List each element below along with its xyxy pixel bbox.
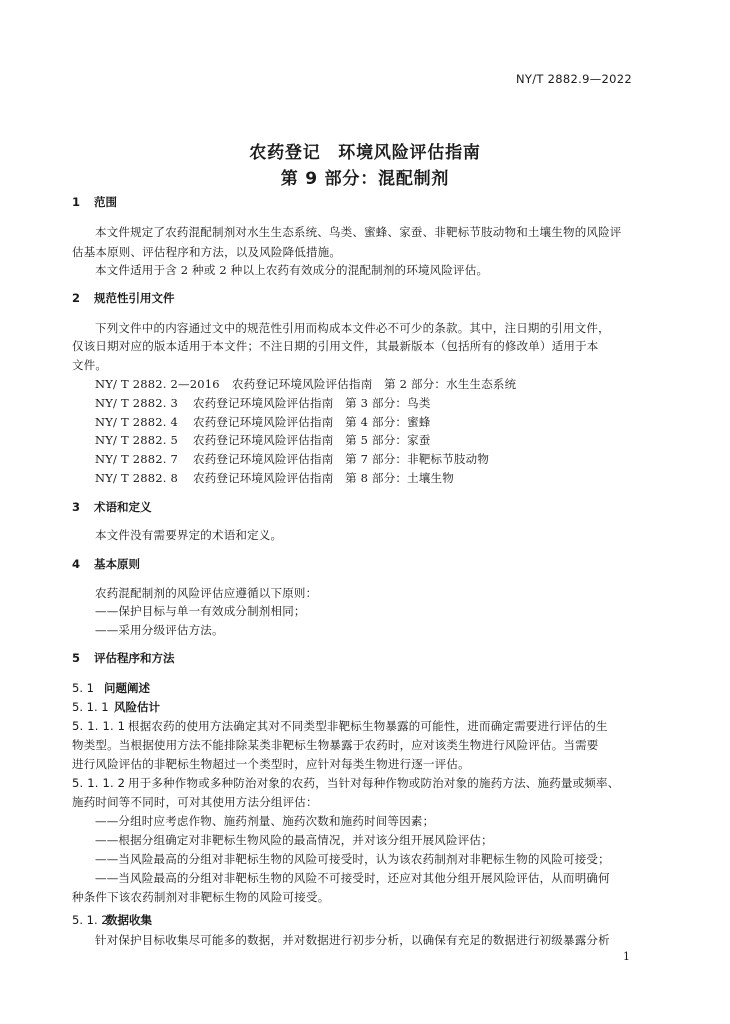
section-number: 5. 1. 1 [72,700,109,714]
standard-code: NY/T 2882.9—2022 [516,72,632,86]
paragraph: 进行风险评估的非靶标生物超过一个类型时，应针对每类生物进行逐一评估。 [72,757,470,771]
reference-title: 农药登记环境风险评估指南 第 3 部分：鸟类 [193,396,431,410]
section-4-heading [72,556,140,572]
list-item: ——采用分级评估方法。 [95,623,224,637]
clause-text: 根据农药的使用方法确定其对不同类型非靶标生物暴露的可能性，进而确定需要进行评估的生 [128,719,608,733]
section-number: 5. 1. 2 [72,913,109,927]
paragraph: 施药时间等不同时，可对其使用方法分组评估： [72,795,318,809]
subsection-5-1-1-heading [72,699,160,715]
section-number: 4 [72,557,81,571]
document-title-line2: 第 9 部分：混配制剂 [280,169,450,189]
reference-code: NY/ T 2882. 8 [95,471,179,485]
paragraph: 下列文件中的内容通过文中的规范性引用而构成本文件必不可少的条款。其中，注日期的引用文件， [95,321,610,335]
paragraph: 物类型。当根据使用方法不能排除某类非靶标生物暴露于农药时，应对该类生物进行风险评估。当需要 [72,738,599,752]
clause-5-1-1-1 [72,718,662,734]
list-item: ——根据分组确定对非靶标生物风险的最高情况，并对该分组开展风险评估； [95,833,493,847]
subsection-5-1-2-heading [72,912,152,928]
reference-code: NY/ T 2882. 2—2016 [95,377,220,391]
reference-code: NY/ T 2882. 7 [95,452,179,466]
reference-code: NY/ T 2882. 5 [95,433,179,447]
document-title-line1: 农药登记 环境风险评估指南 [249,143,481,163]
reference-item [95,470,685,486]
paragraph: 针对保护目标收集尽可能多的数据，并对数据进行初步分析，以确保有充足的数据进行初级暴露分析 [95,933,610,947]
section-title: 评估程序和方法 [94,651,175,665]
section-title: 规范性引用文件 [94,291,175,305]
section-2-heading [72,290,175,306]
reference-title: 农药登记环境风险评估指南 第 5 部分：家蚕 [193,433,431,447]
section-title: 术语和定义 [94,500,152,514]
clause-number: 5. 1. 1. 1 [72,719,126,733]
section-number: 5. 1 [72,681,94,695]
section-number: 3 [72,500,81,514]
reference-item [95,395,685,411]
paragraph: 本文件适用于含 2 种或 2 种以上农药有效成分的混配制剂的环境风险评估。 [95,263,489,277]
section-5-heading [72,650,175,666]
section-title: 数据收集 [106,913,152,927]
section-3-heading [72,499,152,515]
section-number: 5 [72,651,81,665]
list-item: ——当风险最高的分组对非靶标生物的风险不可接受时，还应对其他分组开展风险评估，从而明确何 [95,871,610,885]
reference-code: NY/ T 2882. 3 [95,396,179,410]
reference-code: NY/ T 2882. 4 [95,415,179,429]
section-title: 风险估计 [114,700,160,714]
paragraph: 本文件没有需要界定的术语和定义。 [95,528,283,542]
paragraph: 估基本原则、评估程序和方法，以及风险降低措施。 [72,245,342,259]
section-1-heading [72,194,117,210]
paragraph: 仅该日期对应的版本适用于本文件；不注日期的引用文件，其最新版本（包括所有的修改单）适用于本 [72,339,599,353]
reference-item [95,451,685,467]
subsection-5-1-heading [72,680,150,696]
list-item: ——当风险最高的分组对非靶标生物的风险可接受时，认为该农药制剂对非靶标生物的风险可接受； [95,852,610,866]
page-number: 1 [623,950,630,963]
reference-item [95,414,685,430]
paragraph: 文件。 [72,358,108,372]
section-title: 基本原则 [94,557,140,571]
reference-title: 农药登记环境风险评估指南 第 8 部分：土壤生物 [193,471,454,485]
paragraph: 种条件下该农药制剂对非靶标生物的风险可接受。 [72,890,330,904]
section-title: 问题阐述 [104,681,150,695]
paragraph: 本文件规定了农药混配制剂对水生生态系统、鸟类、蜜蜂、家蚕、非靶标节肢动物和土壤生物的风险评 [95,225,622,239]
clause-text: 用于多种作物或多种防治对象的农药，当针对每种作物或防治对象的施药方法、施药量或频率、 [128,776,620,790]
section-number: 2 [72,291,81,305]
paragraph: 农药混配制剂的风险评估应遵循以下原则： [95,586,318,600]
list-item: ——保护目标与单一有效成分制剂相同； [95,604,306,618]
reference-item [95,432,685,448]
reference-title: 农药登记环境风险评估指南 第 2 部分：水生生态系统 [232,377,517,391]
reference-item [95,376,685,392]
list-item: ——分组时应考虑作物、施药剂量、施药次数和施药时间等因素； [95,814,435,828]
section-number: 1 [72,195,81,209]
section-title: 范围 [94,195,117,209]
reference-title: 农药登记环境风险评估指南 第 7 部分：非靶标节肢动物 [193,452,490,466]
reference-title: 农药登记环境风险评估指南 第 4 部分：蜜蜂 [193,415,431,429]
clause-number: 5. 1. 1. 2 [72,776,126,790]
clause-5-1-1-2 [72,775,662,791]
